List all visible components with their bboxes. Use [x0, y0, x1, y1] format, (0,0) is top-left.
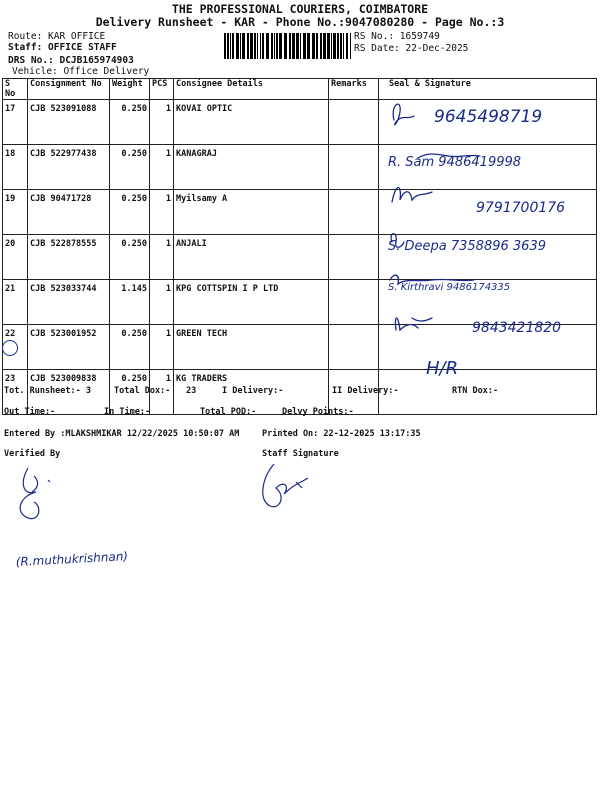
row-pcs: 1 [150, 280, 174, 325]
delvy-points: Delvy Points:- [282, 407, 354, 417]
col-consignment: Consignment No [28, 79, 110, 100]
row-weight: 0.250 [110, 325, 150, 370]
row-weight: 0.250 [110, 145, 150, 190]
ii-delivery: II Delivery:- [332, 386, 399, 396]
row-consignee: KG TRADERS [174, 370, 329, 415]
row-19-handwriting: 9791700176 [476, 200, 566, 216]
total-dox-label: Total Dox:- [114, 386, 171, 396]
row-consignee: GREEN TECH [174, 325, 329, 370]
row-pcs: 1 [150, 190, 174, 235]
row-18-handwriting: R. Sam 9486419998 [388, 155, 522, 170]
row-sno: 17 [3, 100, 28, 145]
row-pcs: 1 [150, 325, 174, 370]
row-consignment: CJB 523009838 [28, 370, 110, 415]
staff-signature-mark [250, 460, 330, 520]
rs-number: RS No.: 1659749 [354, 31, 440, 42]
row-consignment: CJB 522878555 [28, 235, 110, 280]
row-consignee: ANJALI [174, 235, 329, 280]
row-weight: 0.250 [110, 190, 150, 235]
row-23-ink-circle [2, 340, 18, 356]
handwritten-note-text: (R.muthukrishnan) [15, 549, 129, 569]
row-consignment: CJB 523001952 [28, 325, 110, 370]
row-23-handwriting: H/R [426, 358, 459, 379]
row-consignee: KPG COTTSPIN I P LTD [174, 280, 329, 325]
col-consignee: Consignee Details [174, 79, 329, 100]
row-sno: 23 [3, 370, 28, 415]
route-label: Route: KAR OFFICE [8, 31, 106, 42]
staff-label: Staff: OFFICE STAFF [8, 42, 117, 53]
row-weight: 1.145 [110, 280, 150, 325]
handwritten-note [14, 538, 174, 578]
col-signature: Seal & Signature [379, 79, 597, 100]
row-pcs: 1 [150, 235, 174, 280]
row-weight: 0.250 [110, 100, 150, 145]
row-consignment: CJB 522977438 [28, 145, 110, 190]
rs-date: RS Date: 22-Dec-2025 [354, 43, 469, 54]
row-consignee: Myilsamy A [174, 190, 329, 235]
staff-signature-label: Staff Signature [262, 449, 339, 459]
total-pod: Total POD:- [200, 407, 257, 417]
row-20-handwriting: S. Deepa 7358896 3639 [388, 239, 546, 254]
rtn-dox: RTN Dox:- [452, 386, 499, 396]
row-sno: 20 [3, 235, 28, 280]
row-consignment: CJB 523033744 [28, 280, 110, 325]
row-sno: 19 [3, 190, 28, 235]
row-22-handwriting: 9843421820 [472, 320, 562, 336]
row-remarks [329, 235, 379, 280]
tot-runsheet: Tot. Runsheet:- 3 [4, 386, 91, 396]
row-remarks [329, 325, 379, 370]
row-weight: 0.250 [110, 235, 150, 280]
i-delivery: I Delivery:- [222, 386, 284, 396]
row-pcs: 1 [150, 100, 174, 145]
vehicle-label: Vehicle: Office Delivery [12, 66, 150, 77]
row-consignee: KANAGRAJ [174, 145, 329, 190]
in-time: In Time:- [104, 407, 151, 417]
row-remarks [329, 100, 379, 145]
row-remarks [329, 190, 379, 235]
handwritten-signatures [388, 92, 588, 382]
row-remarks [329, 145, 379, 190]
row-sno: 18 [3, 145, 28, 190]
col-remarks: Remarks [329, 79, 379, 100]
row-consignment: CJB 90471728 [28, 190, 110, 235]
total-dox-value: 23 [186, 386, 197, 396]
row-consignee: KOVAI OPTIC [174, 100, 329, 145]
barcode-image [224, 33, 352, 59]
drs-number: DRS No.: DCJB165974903 [8, 55, 134, 66]
row-weight: 0.250 [110, 370, 150, 415]
col-sno: S No [3, 79, 28, 100]
out-time: Out Time:- [4, 407, 56, 417]
row-remarks [329, 280, 379, 325]
verified-by-label: Verified By [4, 449, 61, 459]
row-17-handwriting: 9645498719 [434, 107, 543, 127]
row-sno: 22 [3, 325, 28, 370]
row-pcs: 1 [150, 145, 174, 190]
row-consignment: CJB 523091088 [28, 100, 110, 145]
row-21-handwriting: S. Kirthravi 9486174335 [388, 282, 511, 293]
entered-by: Entered By :MLAKSHMIKAR 12/22/2025 10:50:07 AM [4, 429, 240, 439]
row-sno: 21 [3, 280, 28, 325]
printed-on: Printed On: 22-12-2025 13:17:35 [262, 429, 421, 439]
row-pcs: 1 [150, 370, 174, 415]
col-pcs: PCS [150, 79, 174, 100]
verifier-signature [10, 462, 90, 532]
runsheet-subtitle: Delivery Runsheet - KAR - Phone No.:9047080280 - Page No.:3 [95, 15, 505, 29]
company-title: THE PROFESSIONAL COURIERS, COIMBATORE [171, 2, 429, 16]
col-weight: Weight [110, 79, 150, 100]
